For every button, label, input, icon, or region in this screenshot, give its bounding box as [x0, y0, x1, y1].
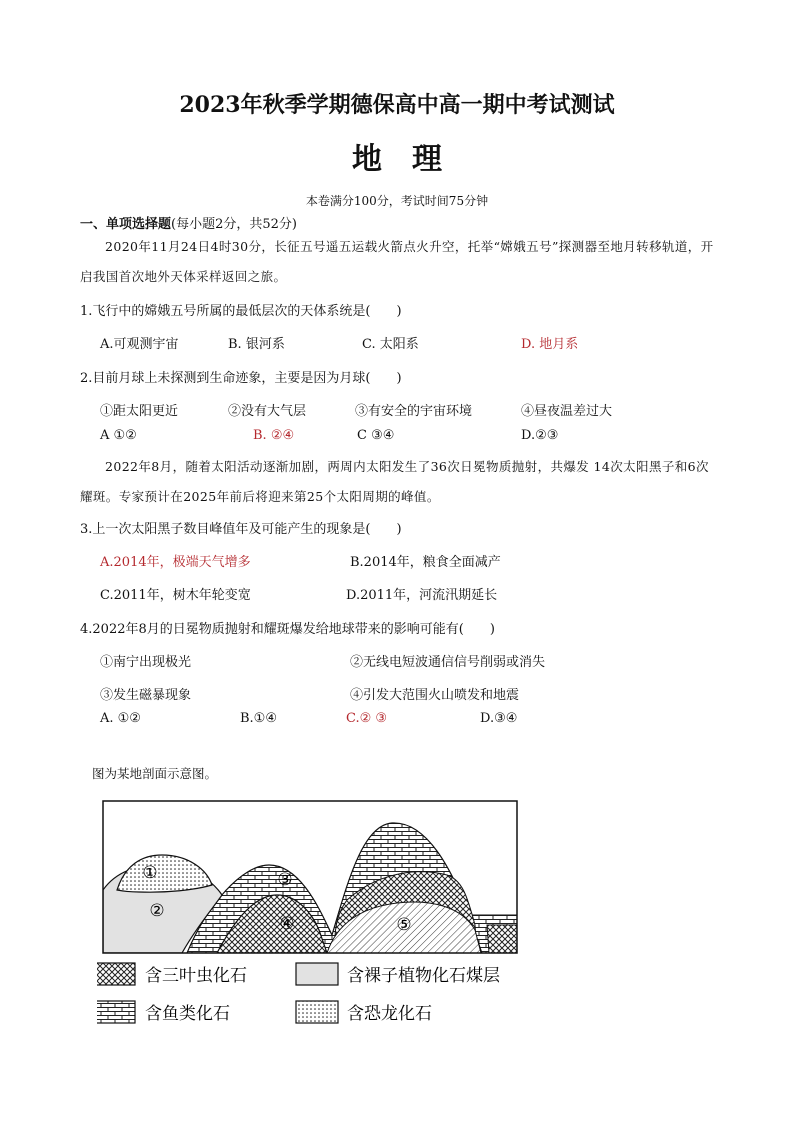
q1-option-c: C. 太阳系: [362, 337, 419, 352]
q3-option-b: B.2014年，粮食全面减产: [350, 555, 501, 570]
q2-item-1: ①距太阳更近: [100, 404, 179, 419]
q4-option-a: A. ①②: [100, 711, 141, 726]
label-2: ②: [149, 901, 165, 921]
q2-option-d: D.②③: [521, 428, 559, 443]
legend-label-fish: 含鱼类化石: [145, 1004, 230, 1024]
q4-stem: 4.2022年8月的日冕物质抛射和耀斑爆发给地球带来的影响可能有( ): [80, 622, 495, 637]
q1-option-d: D. 地月系: [521, 337, 579, 352]
q1-option-a: A.可观测宇宙: [100, 337, 179, 352]
q4-item-3: ③发生磁暴现象: [100, 688, 192, 703]
section-heading-note: (每小题2分，共52分): [171, 217, 297, 232]
q2-stem: 2.目前月球上未探测到生命迹象，主要是因为月球( ): [80, 371, 402, 386]
q2-item-4: ④昼夜温差过大: [521, 404, 613, 419]
section-heading-title: 一、单项选择题: [80, 217, 172, 232]
subject-title: 地理: [352, 142, 472, 177]
legend-label-trilobite: 含三叶虫化石: [145, 966, 247, 986]
exam-note: 本卷满分100分，考试时间75分钟: [305, 194, 489, 208]
passage-1: 2020年11月24日4时30分，长征五号遥五运载火箭点火升空，托举“嫦娥五号”探测器至地月转移轨道，开启我国首次地外天体采样返回之旅。: [80, 239, 714, 284]
q2-option-b: B. ②④: [253, 428, 295, 443]
q3-option-d: D.2011年，河流汛期延长: [346, 588, 498, 603]
q1-option-b: B. 银河系: [228, 337, 285, 352]
label-5: ⑤: [396, 915, 412, 935]
section-heading: [80, 213, 297, 232]
q1-stem: 1.飞行中的嫦娥五号所属的最低层次的天体系统是( ): [80, 304, 402, 319]
exam-title: 2023年秋季学期德保高中高一期中考试测试: [179, 92, 615, 118]
q3-stem: 3.上一次太阳黑子数目峰值年及可能产生的现象是( ): [80, 522, 402, 537]
layer-1: [117, 855, 212, 892]
label-3: ③: [277, 870, 293, 890]
legend-swatch-dinosaur: [296, 1001, 338, 1023]
q4-item-1: ①南宁出现极光: [100, 655, 192, 670]
legend-label-coal: 含裸子植物化石煤层: [347, 966, 500, 986]
legend-swatch-trilobite: [97, 963, 135, 985]
layer-right-end: [487, 925, 517, 953]
q3-option-c: C.2011年，树木年轮变宽: [100, 588, 251, 603]
q4-option-b: B.①④: [240, 711, 277, 726]
q4-option-d: D.③④: [480, 711, 518, 726]
legend-swatch-fish: [97, 1001, 135, 1023]
label-4: ④: [279, 914, 295, 934]
q2-item-3: ③有安全的宇宙环境: [355, 404, 473, 419]
q2-item-2: ②没有大气层: [228, 404, 307, 419]
q2-option-a: A ①②: [100, 428, 137, 443]
q3-option-a: A.2014年，极端天气增多: [100, 555, 251, 570]
legend-swatch-coal: [296, 963, 338, 985]
legend: [97, 963, 500, 1024]
q4-item-4: ④引发大范围火山喷发和地震: [350, 688, 520, 703]
passage-2: 2022年8月，随着太阳活动逐渐加剧，两周内太阳发生了36次日冕物质抛射，共爆发 14次太阳黑子和6次耀斑。专家预计在2025年前后将迎来第25个太阳周期的峰值。: [80, 459, 709, 504]
q4-item-2: ②无线电短波通信信号削弱或消失: [350, 655, 546, 670]
legend-label-dinosaur: 含恐龙化石: [347, 1004, 432, 1024]
figure-caption: 图为某地剖面示意图。: [92, 766, 218, 781]
q4-option-c: C.② ③: [346, 711, 388, 726]
geologic-cross-section: [97, 795, 527, 1035]
q2-option-c: C ③④: [357, 428, 395, 443]
label-1: ①: [142, 863, 158, 883]
